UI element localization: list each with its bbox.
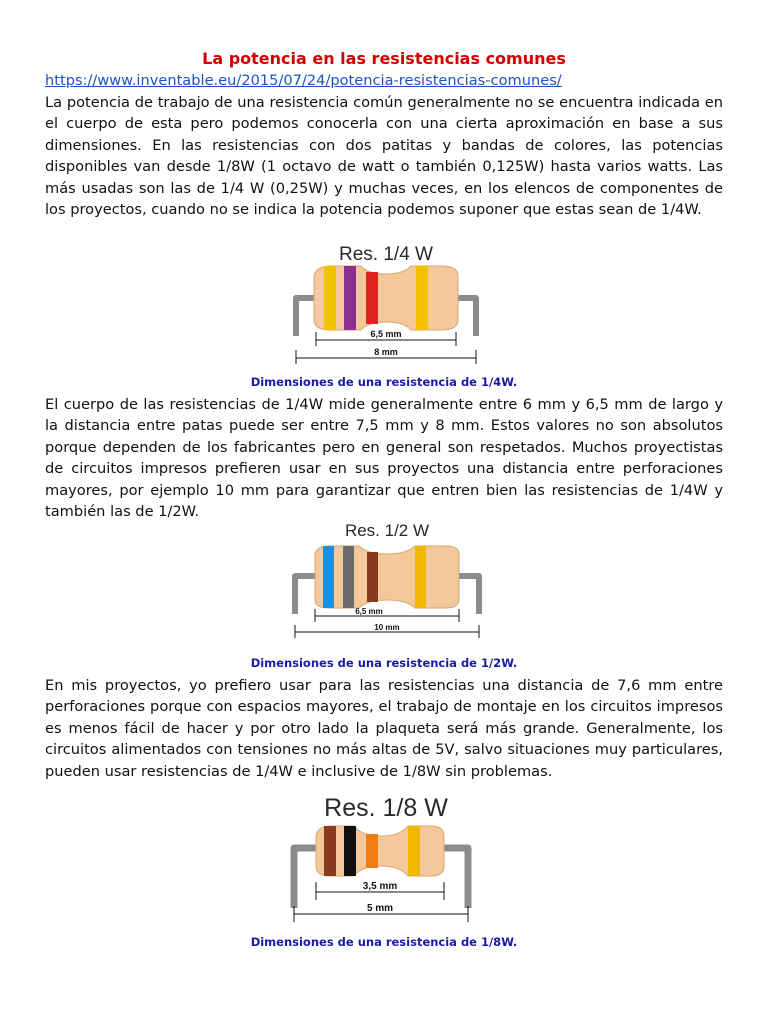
body-dimension-label: 3,5 mm — [362, 881, 398, 892]
resistor-label: Res. 1/8 W — [324, 794, 448, 822]
right-lead — [456, 298, 476, 336]
figure-caption-quarter-watt: Dimensiones de una resistencia de 1/4W. — [250, 375, 518, 389]
source-link[interactable]: https://www.inventable.eu/2015/07/24/potencia-resistencias-comunes/ — [45, 72, 562, 89]
figure-resistor-quarter-watt — [286, 236, 486, 366]
left-lead — [295, 576, 315, 614]
color-band-3 — [367, 552, 378, 602]
color-band-1 — [324, 266, 336, 330]
right-lead — [459, 576, 479, 614]
paragraph-intro: La potencia de trabajo de una resistencia común generalmente no se encuentra indicada en el cuerpo de esta pero podemos conocerla con una cierta aproximación en base a sus dimensiones. En las resistencias con dos patitas y bandas de colores, las potencias disponibles van desde 1/8W (1 octavo de watt o también 0,125W) hasta varios watts. Las más usadas son las de 1/4 W (0,25W) y muchas veces, en los elencos de componentes de los proyectos, cuando no se indica la potencia podemos suponer que estas sean de 1/4W. — [45, 94, 723, 219]
figure-caption-eighth-watt: Dimensiones de una resistencia de 1/8W. — [250, 935, 518, 949]
color-band-2 — [344, 826, 356, 876]
figure-caption-half-watt: Dimensiones de una resistencia de 1/2W. — [250, 656, 518, 670]
color-band-4 — [416, 266, 428, 330]
color-band-1 — [324, 826, 336, 876]
paragraph-projects: En mis proyectos, yo prefiero usar para las resistencias una distancia de 7,6 mm entre perforaciones porque con espacios mayores, el trabajo de montaje en los circuitos impresos es menos fácil de hacer y por otro lado la plaqueta será más grande. Generalmente, los circuitos alimentados con tensiones no más altas de 5V, salvo situaciones muy particulares, pueden usar resistencias de 1/4W e inclusive de 1/8W sin problemas. — [45, 677, 723, 780]
color-band-2 — [343, 546, 354, 608]
color-band-2 — [344, 266, 356, 330]
color-band-3 — [366, 272, 378, 324]
paragraph-quarter-watt: El cuerpo de las resistencias de 1/4W mide generalmente entre 6 mm y 6,5 mm de largo y la distancia entre patas puede ser entre 7,5 mm y 8 mm. Estos valores no son absolutos porque dependen de los fabricantes pero en general son respetados. Muchos proyectistas de circuitos impresos prefieren usar en sus proyectos una distancia entre perforaciones mayores, por ejemplo 10 mm para garantizar que entren bien las resistencias de 1/4W y también las de 1/2W. — [45, 396, 723, 521]
color-band-4 — [408, 826, 420, 876]
color-band-1 — [323, 546, 334, 608]
left-lead — [296, 298, 316, 336]
color-band-4 — [415, 546, 426, 608]
right-lead — [442, 848, 468, 908]
figure-resistor-half-watt — [289, 516, 485, 638]
lead-dimension-label: 5 mm — [366, 903, 394, 914]
lead-dimension-label: 8 mm — [374, 347, 398, 357]
figure-resistor-eighth-watt — [286, 790, 486, 928]
resistor-body — [315, 546, 459, 608]
body-dimension-label: 6,5 mm — [370, 329, 402, 339]
resistor-label: Res. 1/2 W — [344, 521, 430, 540]
body-dimension-label: 6,5 mm — [355, 607, 383, 616]
color-band-3 — [366, 834, 378, 868]
resistor-label: Res. 1/4 W — [339, 244, 433, 265]
page-title: La potencia en las resistencias comunes — [202, 49, 566, 68]
lead-dimension-label: 10 mm — [374, 623, 400, 632]
